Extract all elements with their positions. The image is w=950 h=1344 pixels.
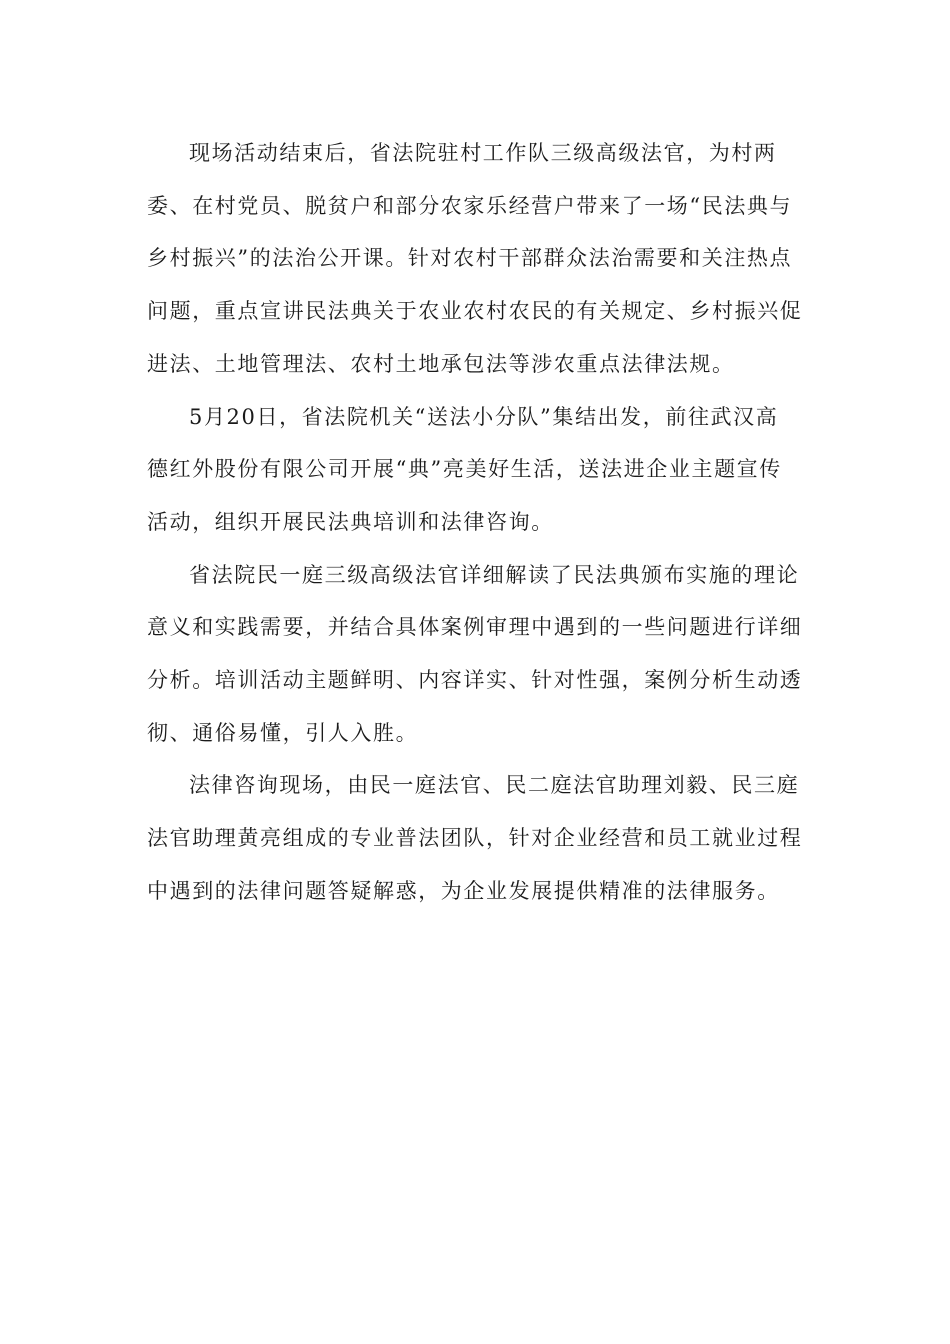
paragraph-line: 乡村振兴”的法治公开课。针对农村干部群众法治需要和关注热点 xyxy=(147,246,793,271)
paragraph-4 xyxy=(147,759,807,917)
paragraph-2 xyxy=(147,391,807,549)
paragraph-line: 现场活动结束后，省法院驻村工作队三级高级法官，为村两 xyxy=(189,141,777,165)
paragraph-line: 委、在村党员、脱贫户和部分农家乐经营户带来了一场“民法典与 xyxy=(147,193,793,218)
paragraph-line: 问题，重点宣讲民法典关于农业农村农民的有关规定、乡村振兴促 xyxy=(147,299,803,324)
paragraph-line: 省法院民一庭三级高级法官详细解读了民法典颁布实施的理论 xyxy=(189,562,800,587)
paragraph-line: 法官助理黄亮组成的专业普法团队，针对企业经营和员工就业过程 xyxy=(147,826,803,851)
document-body xyxy=(147,127,807,918)
paragraph-line: 分析。培训活动主题鲜明、内容详实、针对性强，案例分析生动透 xyxy=(147,668,803,693)
paragraph-line: 德红外股份有限公司开展“典”亮美好生活，送法进企业主题宣传 xyxy=(147,457,782,482)
paragraph-line: 中遇到的法律问题答疑解惑，为企业发展提供精准的法律服务。 xyxy=(147,878,780,903)
paragraph-line: 意义和实践需要，并结合具体案例审理中遇到的一些问题进行详细 xyxy=(147,615,803,640)
paragraph-1 xyxy=(147,127,807,391)
paragraph-3 xyxy=(147,549,807,760)
paragraph-line: 彻、通俗易懂，引人入胜。 xyxy=(147,720,419,745)
paragraph-line: 法律咨询现场，由民一庭法官、民二庭法官助理刘毅、民三庭 xyxy=(189,773,800,798)
paragraph-line: 5月20日，省法院机关“送法小分队”集结出发，前往武汉高 xyxy=(189,404,779,429)
paragraph-line: 活动，组织开展民法典培训和法律咨询。 xyxy=(147,509,554,534)
paragraph-line: 进法、土地管理法、农村土地承包法等涉农重点法律法规。 xyxy=(147,351,735,376)
